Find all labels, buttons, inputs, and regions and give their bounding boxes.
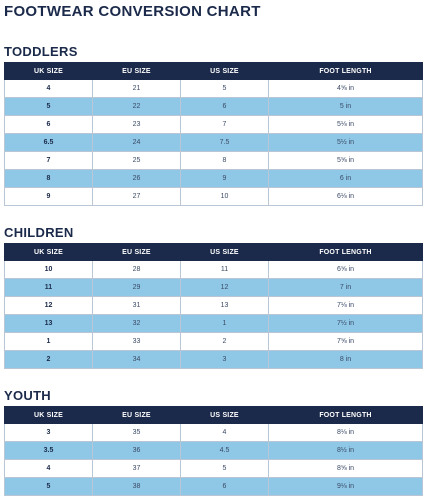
us-size-cell: 11	[181, 261, 269, 279]
eu-size-cell: 29	[93, 279, 181, 297]
header-eu-size: EU SIZE	[93, 407, 181, 424]
uk-size-cell: 10	[5, 261, 93, 279]
foot-length-cell: 4⅝ in	[269, 80, 423, 98]
children-table	[4, 243, 423, 369]
foot-length-cell: 7 in	[269, 279, 423, 297]
table-row	[5, 279, 423, 297]
us-size-cell: 4.5	[181, 442, 269, 460]
eu-size-cell: 26	[93, 170, 181, 188]
header-us-size: US SIZE	[181, 63, 269, 80]
foot-length-cell: 5⅛ in	[269, 116, 423, 134]
uk-size-cell: 13	[5, 315, 93, 333]
foot-length-cell: 9⅛ in	[269, 478, 423, 496]
foot-length-cell: 7½ in	[269, 315, 423, 333]
table-row	[5, 152, 423, 170]
us-size-cell: 12	[181, 279, 269, 297]
eu-size-cell: 28	[93, 261, 181, 279]
table-row	[5, 297, 423, 315]
foot-length-cell: 8⅛ in	[269, 424, 423, 442]
eu-size-cell: 35	[93, 424, 181, 442]
eu-size-cell: 33	[93, 333, 181, 351]
us-size-cell: 1	[181, 315, 269, 333]
table-row	[5, 442, 423, 460]
uk-size-cell: 2	[5, 351, 93, 369]
eu-size-cell: 38	[93, 478, 181, 496]
uk-size-cell: 4	[5, 460, 93, 478]
foot-length-cell: 5½ in	[269, 134, 423, 152]
uk-size-cell: 3.5	[5, 442, 93, 460]
section-title-youth: YOUTH	[4, 388, 51, 403]
eu-size-cell: 22	[93, 98, 181, 116]
header-foot-length: FOOT LENGTH	[269, 63, 423, 80]
us-size-cell: 3	[181, 351, 269, 369]
uk-size-cell: 5	[5, 98, 93, 116]
foot-length-cell: 6⅝ in	[269, 261, 423, 279]
us-size-cell: 4	[181, 424, 269, 442]
uk-size-cell: 8	[5, 170, 93, 188]
header-uk-size: UK SIZE	[5, 407, 93, 424]
header-eu-size: EU SIZE	[93, 244, 181, 261]
eu-size-cell: 36	[93, 442, 181, 460]
table-row	[5, 315, 423, 333]
table-row	[5, 98, 423, 116]
header-eu-size: EU SIZE	[93, 63, 181, 80]
eu-size-cell: 24	[93, 134, 181, 152]
header-foot-length: FOOT LENGTH	[269, 244, 423, 261]
uk-size-cell: 11	[5, 279, 93, 297]
eu-size-cell: 27	[93, 188, 181, 206]
uk-size-cell: 4	[5, 80, 93, 98]
table-row	[5, 333, 423, 351]
table-row	[5, 134, 423, 152]
foot-length-cell: 8 in	[269, 351, 423, 369]
uk-size-cell: 7	[5, 152, 93, 170]
foot-length-cell: 8½ in	[269, 442, 423, 460]
foot-length-cell: 7⅝ in	[269, 333, 423, 351]
table-header-row	[5, 407, 423, 424]
uk-size-cell: 6	[5, 116, 93, 134]
header-uk-size: UK SIZE	[5, 244, 93, 261]
uk-size-cell: 9	[5, 188, 93, 206]
eu-size-cell: 23	[93, 116, 181, 134]
eu-size-cell: 21	[93, 80, 181, 98]
foot-length-cell: 5⅝ in	[269, 152, 423, 170]
us-size-cell: 9	[181, 170, 269, 188]
eu-size-cell: 32	[93, 315, 181, 333]
eu-size-cell: 25	[93, 152, 181, 170]
header-us-size: US SIZE	[181, 244, 269, 261]
table-header-row	[5, 244, 423, 261]
table-row	[5, 80, 423, 98]
header-foot-length: FOOT LENGTH	[269, 407, 423, 424]
eu-size-cell: 31	[93, 297, 181, 315]
table-row	[5, 116, 423, 134]
us-size-cell: 5	[181, 460, 269, 478]
header-us-size: US SIZE	[181, 407, 269, 424]
uk-size-cell: 3	[5, 424, 93, 442]
toddlers-table	[4, 62, 423, 206]
us-size-cell: 6	[181, 478, 269, 496]
table-row	[5, 478, 423, 496]
us-size-cell: 6	[181, 98, 269, 116]
us-size-cell: 5	[181, 80, 269, 98]
us-size-cell: 2	[181, 333, 269, 351]
table-row	[5, 170, 423, 188]
us-size-cell: 8	[181, 152, 269, 170]
table-row	[5, 460, 423, 478]
table-row	[5, 261, 423, 279]
us-size-cell: 13	[181, 297, 269, 315]
uk-size-cell: 6.5	[5, 134, 93, 152]
table-row	[5, 351, 423, 369]
foot-length-cell: 8⅝ in	[269, 460, 423, 478]
uk-size-cell: 12	[5, 297, 93, 315]
header-uk-size: UK SIZE	[5, 63, 93, 80]
eu-size-cell: 34	[93, 351, 181, 369]
youth-table	[4, 406, 423, 496]
section-title-children: CHILDREN	[4, 225, 74, 240]
eu-size-cell: 37	[93, 460, 181, 478]
section-title-toddlers: TODDLERS	[4, 44, 78, 59]
table-row	[5, 424, 423, 442]
foot-length-cell: 5 in	[269, 98, 423, 116]
table-header-row	[5, 63, 423, 80]
uk-size-cell: 1	[5, 333, 93, 351]
foot-length-cell: 6⅛ in	[269, 188, 423, 206]
uk-size-cell: 5	[5, 478, 93, 496]
foot-length-cell: 6 in	[269, 170, 423, 188]
us-size-cell: 7	[181, 116, 269, 134]
us-size-cell: 10	[181, 188, 269, 206]
us-size-cell: 7.5	[181, 134, 269, 152]
table-row	[5, 188, 423, 206]
page-title: FOOTWEAR CONVERSION CHART	[4, 3, 261, 20]
foot-length-cell: 7⅛ in	[269, 297, 423, 315]
